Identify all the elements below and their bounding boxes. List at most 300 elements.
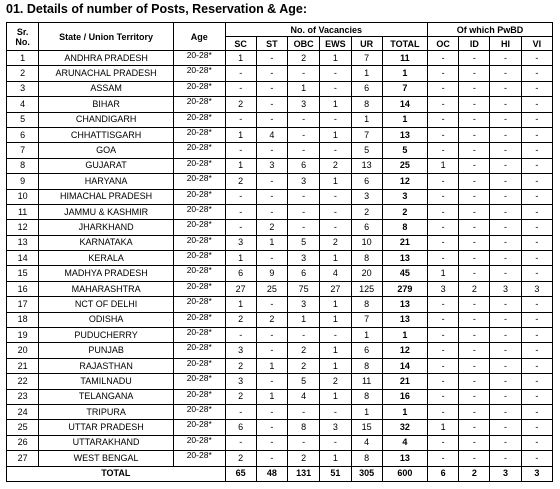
cell-ews: 1 [320,312,351,327]
cell-total: 13 [382,451,427,466]
cell-oc: - [428,174,459,189]
cell-ur: 8 [351,451,382,466]
cell-oc: - [428,251,459,266]
cell-state: UTTARAKHAND [39,435,174,450]
cell-vi: - [521,266,552,281]
header-id: ID [459,37,490,51]
cell-vi: 3 [521,281,552,296]
cell-id: - [459,97,490,112]
cell-age: 20-28* [173,435,225,450]
total-sc: 65 [225,466,256,481]
cell-hi: - [490,435,521,450]
header-state: State / Union Territory [39,23,174,51]
table-row [7,451,553,466]
cell-ur: 7 [351,312,382,327]
cell-st: 3 [256,158,287,173]
cell-ur: 1 [351,404,382,419]
cell-sc: 6 [225,420,256,435]
cell-ews: 2 [320,235,351,250]
cell-sr-no: 3 [7,81,39,96]
cell-st: 25 [256,281,287,296]
cell-obc: - [288,404,320,419]
cell-oc: - [428,312,459,327]
cell-ur: 8 [351,251,382,266]
cell-hi: - [490,297,521,312]
cell-ews: - [320,435,351,450]
cell-ews: - [320,112,351,127]
cell-st: - [256,374,287,389]
cell-sc: 2 [225,174,256,189]
cell-vi: - [521,158,552,173]
cell-oc: - [428,204,459,219]
cell-hi: - [490,204,521,219]
table-row [7,297,553,312]
cell-ur: 13 [351,158,382,173]
cell-ews: - [320,143,351,158]
cell-obc: 3 [288,174,320,189]
table-row [7,312,553,327]
table-row [7,374,553,389]
cell-oc: 1 [428,158,459,173]
cell-total: 25 [382,158,427,173]
cell-sr-no: 18 [7,312,39,327]
cell-total: 1 [382,112,427,127]
cell-sc: 2 [225,389,256,404]
cell-sc: 27 [225,281,256,296]
cell-obc: 3 [288,251,320,266]
cell-hi: - [490,81,521,96]
cell-sr-no: 6 [7,127,39,142]
cell-id: - [459,404,490,419]
cell-vi: - [521,143,552,158]
cell-ur: 6 [351,220,382,235]
cell-total: 11 [382,51,427,66]
cell-sr-no: 25 [7,420,39,435]
cell-oc: - [428,189,459,204]
cell-st: - [256,143,287,158]
cell-sc: 1 [225,251,256,266]
cell-sc: - [225,81,256,96]
cell-hi: - [490,404,521,419]
cell-ews: - [320,220,351,235]
cell-sc: 2 [225,312,256,327]
cell-sr-no: 16 [7,281,39,296]
cell-vi: - [521,251,552,266]
totals-row [7,466,553,481]
cell-ews: 4 [320,266,351,281]
cell-hi: - [490,451,521,466]
cell-ur: 3 [351,189,382,204]
table-row [7,112,553,127]
cell-total: 12 [382,174,427,189]
cell-age: 20-28* [173,451,225,466]
table-row [7,435,553,450]
cell-total: 45 [382,266,427,281]
cell-st: 1 [256,358,287,373]
cell-ur: 1 [351,112,382,127]
cell-age: 20-28* [173,174,225,189]
table-row [7,66,553,81]
cell-id: - [459,204,490,219]
cell-vi: - [521,51,552,66]
cell-age: 20-28* [173,389,225,404]
table-row [7,97,553,112]
cell-state: HIMACHAL PRADESH [39,189,174,204]
cell-sc: - [225,204,256,219]
cell-state: ARUNACHAL PRADESH [39,66,174,81]
cell-id: - [459,51,490,66]
total-ews: 51 [320,466,351,481]
cell-vi: - [521,358,552,373]
cell-oc: - [428,97,459,112]
cell-id: - [459,112,490,127]
cell-sr-no: 23 [7,389,39,404]
cell-total: 14 [382,97,427,112]
cell-st: - [256,51,287,66]
cell-oc: - [428,66,459,81]
cell-hi: - [490,312,521,327]
cell-age: 20-28* [173,404,225,419]
total-st: 48 [256,466,287,481]
cell-obc: 2 [288,343,320,358]
cell-st: - [256,66,287,81]
header-age: Age [173,23,225,51]
table-body [7,51,553,467]
cell-st: 4 [256,127,287,142]
cell-hi: - [490,189,521,204]
cell-ur: 6 [351,81,382,96]
cell-total: 1 [382,66,427,81]
total-obc: 131 [288,466,320,481]
cell-ews: 1 [320,97,351,112]
cell-state: JHARKHAND [39,220,174,235]
table-row [7,235,553,250]
cell-oc: - [428,343,459,358]
cell-hi: - [490,112,521,127]
cell-oc: - [428,81,459,96]
cell-age: 20-28* [173,127,225,142]
header-oc: OC [428,37,459,51]
cell-vi: - [521,220,552,235]
cell-total: 5 [382,143,427,158]
cell-hi: - [490,127,521,142]
cell-hi: - [490,143,521,158]
table-row [7,174,553,189]
cell-state: GUJARAT [39,158,174,173]
cell-total: 8 [382,220,427,235]
cell-id: - [459,127,490,142]
cell-obc: 6 [288,266,320,281]
cell-st: 1 [256,389,287,404]
total-oc: 6 [428,466,459,481]
cell-ews: 1 [320,51,351,66]
cell-oc: - [428,358,459,373]
cell-vi: - [521,420,552,435]
cell-state: ODISHA [39,312,174,327]
cell-ur: 20 [351,266,382,281]
cell-sc: 1 [225,158,256,173]
cell-sr-no: 1 [7,51,39,66]
cell-vi: - [521,451,552,466]
cell-sc: 6 [225,266,256,281]
cell-id: - [459,435,490,450]
cell-age: 20-28* [173,251,225,266]
cell-ur: 6 [351,174,382,189]
cell-id: - [459,158,490,173]
cell-state: TRIPURA [39,404,174,419]
total-id: 2 [459,466,490,481]
header-sr-no: Sr. No. [7,23,39,51]
cell-state: ANDHRA PRADESH [39,51,174,66]
cell-hi: - [490,358,521,373]
cell-state: TAMILNADU [39,374,174,389]
cell-ur: 8 [351,297,382,312]
cell-id: - [459,451,490,466]
cell-total: 279 [382,281,427,296]
table-row [7,204,553,219]
table-row [7,420,553,435]
cell-ur: 125 [351,281,382,296]
cell-obc: 3 [288,97,320,112]
cell-vi: - [521,374,552,389]
cell-state: PUNJAB [39,343,174,358]
cell-vi: - [521,97,552,112]
cell-oc: - [428,451,459,466]
header-sc: SC [225,37,256,51]
cell-obc: 8 [288,420,320,435]
cell-state: TELANGANA [39,389,174,404]
cell-id: - [459,251,490,266]
cell-age: 20-28* [173,328,225,343]
cell-age: 20-28* [173,81,225,96]
cell-total: 16 [382,389,427,404]
table-row [7,220,553,235]
cell-total: 21 [382,235,427,250]
cell-sr-no: 27 [7,451,39,466]
cell-total: 13 [382,127,427,142]
cell-hi: 3 [490,281,521,296]
cell-state: RAJASTHAN [39,358,174,373]
cell-age: 20-28* [173,143,225,158]
header-st: ST [256,37,287,51]
cell-ews: 1 [320,297,351,312]
table-row [7,328,553,343]
cell-st: - [256,174,287,189]
cell-state: BIHAR [39,97,174,112]
cell-oc: - [428,297,459,312]
cell-vi: - [521,174,552,189]
cell-obc: - [288,189,320,204]
cell-oc: - [428,112,459,127]
cell-state: UTTAR PRADESH [39,420,174,435]
cell-ur: 15 [351,420,382,435]
cell-sc: - [225,435,256,450]
cell-ews: - [320,189,351,204]
cell-ews: - [320,328,351,343]
cell-state: HARYANA [39,174,174,189]
cell-age: 20-28* [173,204,225,219]
cell-sr-no: 14 [7,251,39,266]
cell-oc: - [428,374,459,389]
cell-vi: - [521,328,552,343]
total-vi: 3 [521,466,552,481]
cell-oc: 1 [428,266,459,281]
cell-st: - [256,204,287,219]
cell-state: PUDUCHERRY [39,328,174,343]
cell-age: 20-28* [173,51,225,66]
table-row [7,51,553,66]
cell-ews: 1 [320,251,351,266]
totals-label: TOTAL [7,466,226,481]
cell-id: - [459,66,490,81]
cell-sc: 1 [225,127,256,142]
cell-id: - [459,328,490,343]
total-ur: 305 [351,466,382,481]
cell-sc: - [225,328,256,343]
cell-sc: 2 [225,97,256,112]
cell-obc: 5 [288,374,320,389]
cell-st: - [256,97,287,112]
cell-age: 20-28* [173,112,225,127]
cell-st: - [256,81,287,96]
cell-obc: - [288,127,320,142]
cell-vi: - [521,204,552,219]
cell-oc: 1 [428,420,459,435]
cell-ews: 1 [320,451,351,466]
cell-obc: 2 [288,451,320,466]
table-row [7,189,553,204]
cell-sr-no: 12 [7,220,39,235]
cell-sc: 2 [225,358,256,373]
cell-hi: - [490,235,521,250]
cell-id: - [459,266,490,281]
cell-st: - [256,251,287,266]
total-hi: 3 [490,466,521,481]
cell-ews: 1 [320,127,351,142]
cell-sc: 3 [225,235,256,250]
cell-id: - [459,420,490,435]
cell-oc: - [428,51,459,66]
cell-state: WEST BENGAL [39,451,174,466]
cell-obc: - [288,143,320,158]
cell-ur: 6 [351,343,382,358]
table-row [7,143,553,158]
cell-sc: 2 [225,451,256,466]
cell-vi: - [521,112,552,127]
cell-sr-no: 17 [7,297,39,312]
cell-id: - [459,297,490,312]
table-row [7,358,553,373]
cell-obc: - [288,112,320,127]
header-ur: UR [351,37,382,51]
cell-total: 21 [382,374,427,389]
cell-sc: 3 [225,374,256,389]
cell-state: MADHYA PRADESH [39,266,174,281]
cell-obc: 2 [288,51,320,66]
cell-state: KARNATAKA [39,235,174,250]
table-row [7,343,553,358]
cell-ur: 10 [351,235,382,250]
table-row [7,158,553,173]
cell-st: - [256,451,287,466]
cell-id: - [459,220,490,235]
cell-vi: - [521,389,552,404]
cell-hi: - [490,51,521,66]
cell-age: 20-28* [173,220,225,235]
cell-st: - [256,420,287,435]
cell-id: - [459,143,490,158]
cell-state: CHANDIGARH [39,112,174,127]
cell-st: - [256,189,287,204]
cell-obc: 75 [288,281,320,296]
cell-id: - [459,235,490,250]
cell-state: NCT OF DELHI [39,297,174,312]
cell-oc: - [428,235,459,250]
header-hi: HI [490,37,521,51]
cell-ews: 1 [320,389,351,404]
cell-hi: - [490,158,521,173]
cell-ews: - [320,404,351,419]
cell-ur: 8 [351,358,382,373]
cell-oc: - [428,404,459,419]
cell-total: 13 [382,312,427,327]
cell-sr-no: 24 [7,404,39,419]
cell-id: 2 [459,281,490,296]
cell-total: 7 [382,81,427,96]
cell-ur: 2 [351,204,382,219]
cell-st: - [256,297,287,312]
cell-obc: 3 [288,297,320,312]
cell-st: 1 [256,235,287,250]
cell-st: - [256,328,287,343]
cell-total: 1 [382,404,427,419]
cell-vi: - [521,81,552,96]
cell-id: - [459,343,490,358]
cell-hi: - [490,220,521,235]
cell-hi: - [490,174,521,189]
cell-obc: 5 [288,235,320,250]
cell-age: 20-28* [173,235,225,250]
cell-sc: - [225,189,256,204]
cell-sc: - [225,112,256,127]
cell-sc: - [225,143,256,158]
cell-sr-no: 2 [7,66,39,81]
cell-sr-no: 22 [7,374,39,389]
cell-hi: - [490,328,521,343]
cell-vi: - [521,235,552,250]
cell-sr-no: 8 [7,158,39,173]
cell-st: - [256,435,287,450]
cell-state: GOA [39,143,174,158]
header-ews: EWS [320,37,351,51]
cell-sr-no: 13 [7,235,39,250]
cell-state: CHHATTISGARH [39,127,174,142]
cell-oc: - [428,328,459,343]
cell-age: 20-28* [173,358,225,373]
cell-sr-no: 4 [7,97,39,112]
cell-sr-no: 5 [7,112,39,127]
header-obc: OBC [288,37,320,51]
cell-st: 9 [256,266,287,281]
cell-ews: 3 [320,420,351,435]
cell-state: JAMMU & KASHMIR [39,204,174,219]
section-heading: 01. Details of number of Posts, Reservation & Age: [6,2,307,16]
cell-obc: - [288,204,320,219]
cell-oc: - [428,143,459,158]
cell-hi: - [490,97,521,112]
cell-obc: 1 [288,81,320,96]
cell-ews: 27 [320,281,351,296]
